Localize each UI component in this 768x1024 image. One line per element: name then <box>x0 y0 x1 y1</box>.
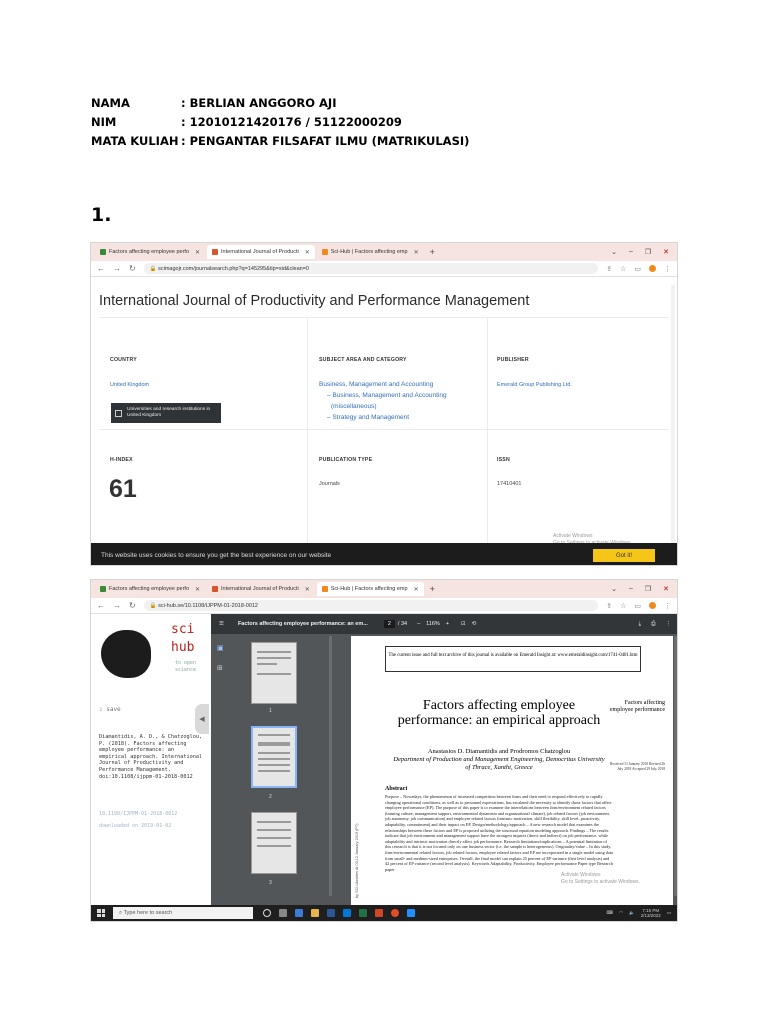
chevron-down-icon[interactable]: ⌄ <box>611 586 617 593</box>
page-thumbnail[interactable] <box>251 642 297 704</box>
subject-heading: SUBJECT AREA AND CATEGORY <box>319 357 407 363</box>
issn-value: 17410401 <box>497 481 522 487</box>
extension-icon[interactable]: ▭ <box>634 265 641 273</box>
favicon-icon <box>212 249 218 255</box>
favicon-icon <box>212 586 218 592</box>
subject-category-link[interactable]: – Strategy and Management <box>327 414 410 421</box>
question-number: 1. <box>91 204 112 226</box>
close-window-icon[interactable]: ✕ <box>663 586 669 593</box>
save-button[interactable]: ⇩ save <box>99 706 121 713</box>
cortana-icon[interactable] <box>263 909 271 917</box>
minimize-icon[interactable]: – <box>628 585 633 592</box>
favicon-icon <box>100 586 106 592</box>
tab-label: International Journal of Producti <box>221 249 299 255</box>
clock[interactable] <box>641 908 661 918</box>
close-icon[interactable]: ✕ <box>304 586 310 593</box>
page-thumbnail-selected[interactable] <box>251 726 297 788</box>
thumb-line <box>257 821 291 823</box>
info-value: : BERLIAN ANGGORO AJI <box>181 96 337 110</box>
thumb-line <box>258 752 290 754</box>
watermark-line: Activate Windows <box>561 872 601 878</box>
forward-icon[interactable]: → <box>113 264 121 273</box>
logo-sci: sci <box>171 622 195 637</box>
chevron-down-icon[interactable]: ⌄ <box>611 249 617 256</box>
subject-category-label: Strategy and Management <box>332 414 410 421</box>
close-icon[interactable]: ✕ <box>304 249 310 256</box>
page-scrollbar[interactable] <box>671 285 675 565</box>
divider <box>307 317 308 566</box>
thumb-line <box>257 651 291 653</box>
info-row-course <box>91 132 469 151</box>
address-bar <box>91 261 677 277</box>
screenshot-scihub <box>90 579 678 922</box>
pubtype-heading: PUBLICATION TYPE <box>319 457 373 463</box>
windows-taskbar <box>91 905 677 921</box>
collapse-arrow-icon[interactable]: ◀ <box>195 704 209 734</box>
pdf-toolbar <box>211 614 678 634</box>
tagline-line: science <box>175 667 197 673</box>
logo-hub: hub <box>171 640 195 655</box>
logo-tagline <box>175 660 196 674</box>
address-actions <box>606 265 671 273</box>
thumbnail-number: 3 <box>269 880 272 886</box>
tab-label: Sci-Hub | Factors affecting emp <box>330 249 408 255</box>
menu-icon[interactable]: ⋮ <box>664 602 671 610</box>
thumb-line <box>257 657 291 659</box>
screenshot-scimago <box>90 242 678 566</box>
outline-icon[interactable]: ⊞ <box>217 665 223 672</box>
restore-icon[interactable]: ❐ <box>644 249 652 256</box>
watermark-line: Go to Settings to activate Windows. <box>561 879 640 885</box>
pdf-tools-right <box>639 621 671 628</box>
taskbar-search-input[interactable] <box>113 907 253 919</box>
raven-icon <box>101 630 151 678</box>
citation-text: Diamantidis, A. D., & Chatzoglou, P. (2018). Factors affecting employee performance: an empirical approach. International Journal of Productivity and Performance Management. doi:10.1108/ijppm-01-2018-0012 <box>99 734 203 780</box>
abstract-heading: Abstract <box>385 786 408 792</box>
running-title: Factors affecting employee performance <box>609 700 665 713</box>
app-icon[interactable] <box>407 909 415 917</box>
hindex-heading: H-INDEX <box>110 457 133 463</box>
reload-icon[interactable]: ↻ <box>129 601 136 610</box>
thumb-line <box>258 742 290 746</box>
star-icon[interactable]: ☆ <box>620 602 627 610</box>
subject-category-link[interactable]: – Business, Management and Accounting <box>327 392 447 399</box>
doi-info <box>99 808 177 832</box>
thumb-line <box>257 663 277 665</box>
lock-icon: 🔒 <box>149 602 159 609</box>
window-controls <box>611 585 677 593</box>
reload-icon[interactable]: ↻ <box>129 264 136 273</box>
thumb-line <box>257 829 291 831</box>
subject-area-link[interactable]: Business, Management and Accounting <box>319 381 434 388</box>
divider <box>487 317 488 566</box>
word-icon[interactable] <box>327 909 335 917</box>
emerald-notice: The current issue and full text archive of this journal is available on Emerald Insight at: www.emeraldinsight.com/1741-0401.htm <box>385 646 641 672</box>
vertical-download-note: by SCI Libraries At 03:12 January 2019 (PT) <box>355 823 359 898</box>
tagline-line: to open <box>175 660 197 666</box>
scimago-page <box>91 277 677 566</box>
browser-tabbar <box>91 580 677 598</box>
zoom-in-icon[interactable]: + <box>445 621 450 627</box>
print-icon[interactable]: ⎙ <box>651 620 656 627</box>
extension-icon[interactable]: ▭ <box>634 602 641 610</box>
url-text: scimagojr.com/journalsearch.php?q=145295&tip=sid&clean=0 <box>158 265 309 272</box>
subject-category-link[interactable]: (miscellaneous) <box>331 403 377 410</box>
institutions-label: Universities and research institutions in United Kingdom <box>127 407 211 418</box>
article-authors <box>391 748 607 772</box>
publisher-link[interactable]: Emerald Group Publishing Ltd. <box>497 382 572 388</box>
back-icon[interactable]: ← <box>97 601 105 610</box>
thumb-line <box>257 673 291 675</box>
rotate-icon[interactable]: ⟲ <box>471 621 477 627</box>
subject-category-label: Business, Management and Accounting <box>332 392 447 399</box>
minimize-icon[interactable]: – <box>628 248 633 255</box>
thumb-line <box>258 758 290 760</box>
close-icon[interactable]: ✕ <box>413 249 419 256</box>
browser-tab[interactable] <box>317 245 424 259</box>
country-heading: COUNTRY <box>110 357 137 363</box>
thumb-line <box>258 764 290 766</box>
browser-tab[interactable] <box>207 582 315 596</box>
institution-icon <box>115 410 122 417</box>
tab-label: Sci-Hub | Factors affecting emp <box>330 586 408 592</box>
issn-heading: ISSN <box>497 457 510 463</box>
pubtype-value: Journals <box>319 481 340 487</box>
thumb-line <box>258 734 290 736</box>
back-icon[interactable]: ← <box>97 264 105 273</box>
excel-icon[interactable] <box>359 909 367 917</box>
scihub-sidebar <box>91 614 211 905</box>
divider <box>99 429 669 430</box>
search-placeholder: Type here to search <box>123 910 173 916</box>
scihub-logo[interactable] <box>97 620 207 690</box>
close-icon[interactable]: ✕ <box>195 586 201 593</box>
task-view-icon[interactable] <box>279 909 287 917</box>
address-actions <box>606 602 671 610</box>
student-info <box>91 94 469 151</box>
tab-label: Factors affecting employee perfo <box>109 249 189 255</box>
pdf-document-title: Factors affecting employee performance: an em... <box>237 621 368 627</box>
hamburger-menu-icon[interactable]: ☰ <box>219 621 224 627</box>
page-thumbnail[interactable] <box>251 812 297 874</box>
windows-start-icon[interactable] <box>97 909 105 917</box>
close-icon[interactable]: ✕ <box>195 249 201 256</box>
favicon-icon <box>322 586 328 592</box>
more-icon[interactable]: ⋮ <box>665 620 671 627</box>
keyboard-icon[interactable]: ⌨ <box>606 910 614 915</box>
pdf-zoom-level[interactable]: 116% <box>426 621 440 627</box>
notification-icon[interactable]: ▭ <box>666 910 671 915</box>
clock-date: 2/13/2022 <box>640 913 661 918</box>
thumbnail-number: 2 <box>269 794 272 800</box>
watermark-line: Activate Windows <box>553 533 593 539</box>
pdf-sidebar-icons <box>217 644 224 672</box>
browser-tab[interactable] <box>95 582 205 596</box>
browser-tab-active[interactable] <box>317 582 424 596</box>
volume-icon[interactable]: 🔈 <box>629 910 635 915</box>
url-text: sci-hub.se/10.1108/IJPPM-01-2018-0012 <box>158 602 258 609</box>
publisher-heading: PUBLISHER <box>497 357 529 363</box>
star-icon[interactable]: ☆ <box>620 265 627 273</box>
info-row-name <box>91 94 469 113</box>
system-tray <box>607 908 677 918</box>
thumb-line <box>257 845 291 847</box>
favicon-icon <box>100 249 106 255</box>
url-input[interactable] <box>144 263 599 274</box>
info-value: : 12010121420176 / 51122000209 <box>181 115 402 129</box>
tab-label: International Journal of Producti <box>221 586 299 592</box>
authors-line: Anastasios D. Diamantidis and Prodromos Chatzoglou <box>427 748 571 755</box>
browser-tab-active[interactable] <box>207 245 315 259</box>
info-label: NAMA <box>91 96 130 110</box>
powerpoint-icon[interactable] <box>375 909 383 917</box>
url-input[interactable] <box>144 600 599 611</box>
fit-page-icon[interactable]: ⊡ <box>461 621 466 627</box>
download-icon[interactable]: ⤓ <box>638 620 642 627</box>
profile-avatar[interactable] <box>649 265 656 272</box>
thumbnail-number: 1 <box>269 708 272 714</box>
country-link[interactable]: United Kingdom <box>110 382 150 388</box>
close-window-icon[interactable]: ✕ <box>663 249 669 256</box>
cookie-text: This website uses cookies to ensure you get the best experience on our website <box>101 551 332 559</box>
close-icon[interactable]: ✕ <box>413 586 419 593</box>
menu-icon[interactable]: ⋮ <box>664 265 671 273</box>
pdf-thumbnails <box>239 636 319 906</box>
share-icon[interactable]: ⇪ <box>606 602 613 610</box>
pdf-page-input[interactable]: 2 <box>384 620 395 628</box>
browser-tabbar <box>91 243 677 261</box>
downloaded-date: downloaded on 2019-01-02 <box>99 823 172 829</box>
divider <box>99 317 669 318</box>
address-bar <box>91 598 677 614</box>
wifi-icon[interactable]: ◠ <box>619 910 624 915</box>
abstract-text: Purpose – Nowadays, the phenomenon of increased competition between firms and their need to respond effectively to rapidly changing operational conditions, as well as to personnel expectations, has escalated the necessity to identify those factors that affect employee performance (EP). The purpose of this paper is to examine the interrelations between firm/environment related factors (training culture, management support, environmental dynamism and organizational climate), job related factors (job environment, job autonomy, job communication) and employee related factors (intrinsic motivation, skill flexibility, skill level, proactivity, adaptability, commitment) and their impact on EP. Design/methodology/approach – A new research model that examines the relationships between these factors and EP is proposed utilizing the structural equation modeling approach. Findings – The results indicate that job environment and management support have the strongest impacts (direct and indirect) on job performance, while adaptability and intrinsic motivation directly affect job performance. Research limitations/implications – A potential limitation of this research is that it is not focused only on one business sector (i.e. the sample is heterogeneous). Originality/value – In this study, firm/environmental related factors, job related factors, employee related factors and EP are incorporated in a single model using data from small- and medium-sized enterprises. Overall, the final model can explain 25 percent of EP variance (first level analysis) and 42 percent of EP variance (second level analysis). Keywords Adaptability, Productivity, Employee performance Paper type Research paper <box>385 794 613 872</box>
restore-icon[interactable]: ❐ <box>644 586 652 593</box>
edge-icon[interactable] <box>295 909 303 917</box>
forward-icon[interactable]: → <box>113 601 121 610</box>
journal-title: International Journal of Productivity and Performance Management <box>99 293 530 309</box>
pdf-viewer <box>211 614 678 905</box>
browser-icon[interactable] <box>343 909 351 917</box>
window-controls <box>611 248 677 256</box>
pdf-page <box>351 636 673 905</box>
received-dates: Received 31 January 2018 Revised 26 July 2018 Accepted 29 July 2018 <box>610 762 665 771</box>
info-row-nim <box>91 113 469 132</box>
cookie-banner <box>91 543 677 566</box>
thumbnails-icon[interactable]: ▣ <box>217 645 224 652</box>
new-tab-icon[interactable]: + <box>429 247 435 257</box>
windows-watermark <box>561 872 640 886</box>
doi-link[interactable]: 10.1108/IJPPM-01-2018-0012 <box>99 811 178 817</box>
taskbar-apps <box>263 909 415 917</box>
tab-label: Factors affecting employee perfo <box>109 586 189 592</box>
favicon-icon <box>322 249 328 255</box>
thumbnail-scrollbar[interactable] <box>329 636 332 896</box>
file-explorer-icon[interactable] <box>311 909 319 917</box>
info-label: MATA KULIAH <box>91 134 179 148</box>
article-title: Factors affecting employee performance: an empirical approach <box>397 698 601 728</box>
profile-avatar[interactable] <box>649 602 656 609</box>
hindex-value: 61 <box>109 475 137 503</box>
affiliation-line: Department of Production and Management Engineering, Democritus University of Thrace, Xanthi, Greece <box>393 756 605 771</box>
thumb-line <box>257 837 291 839</box>
pdf-scrollbar[interactable] <box>674 636 677 896</box>
browser-tab[interactable] <box>95 245 205 259</box>
institutions-button[interactable] <box>111 403 221 423</box>
new-tab-icon[interactable]: + <box>429 584 435 594</box>
share-icon[interactable]: ⇪ <box>606 265 613 273</box>
thumb-line <box>258 770 290 772</box>
got-it-button[interactable]: Got it! <box>593 549 655 562</box>
scihub-page <box>91 614 677 905</box>
zoom-out-icon[interactable]: – <box>417 621 421 627</box>
info-value: : PENGANTAR FILSAFAT ILMU (MATRIKULASI) <box>181 134 470 148</box>
chrome-icon[interactable] <box>391 909 399 917</box>
search-icon: ⌕ <box>119 909 124 916</box>
info-label: NIM <box>91 115 117 129</box>
pdf-page-total: / 34 <box>397 621 408 627</box>
lock-icon: 🔒 <box>149 265 159 272</box>
clock-time: 7:15 PM <box>642 908 660 913</box>
